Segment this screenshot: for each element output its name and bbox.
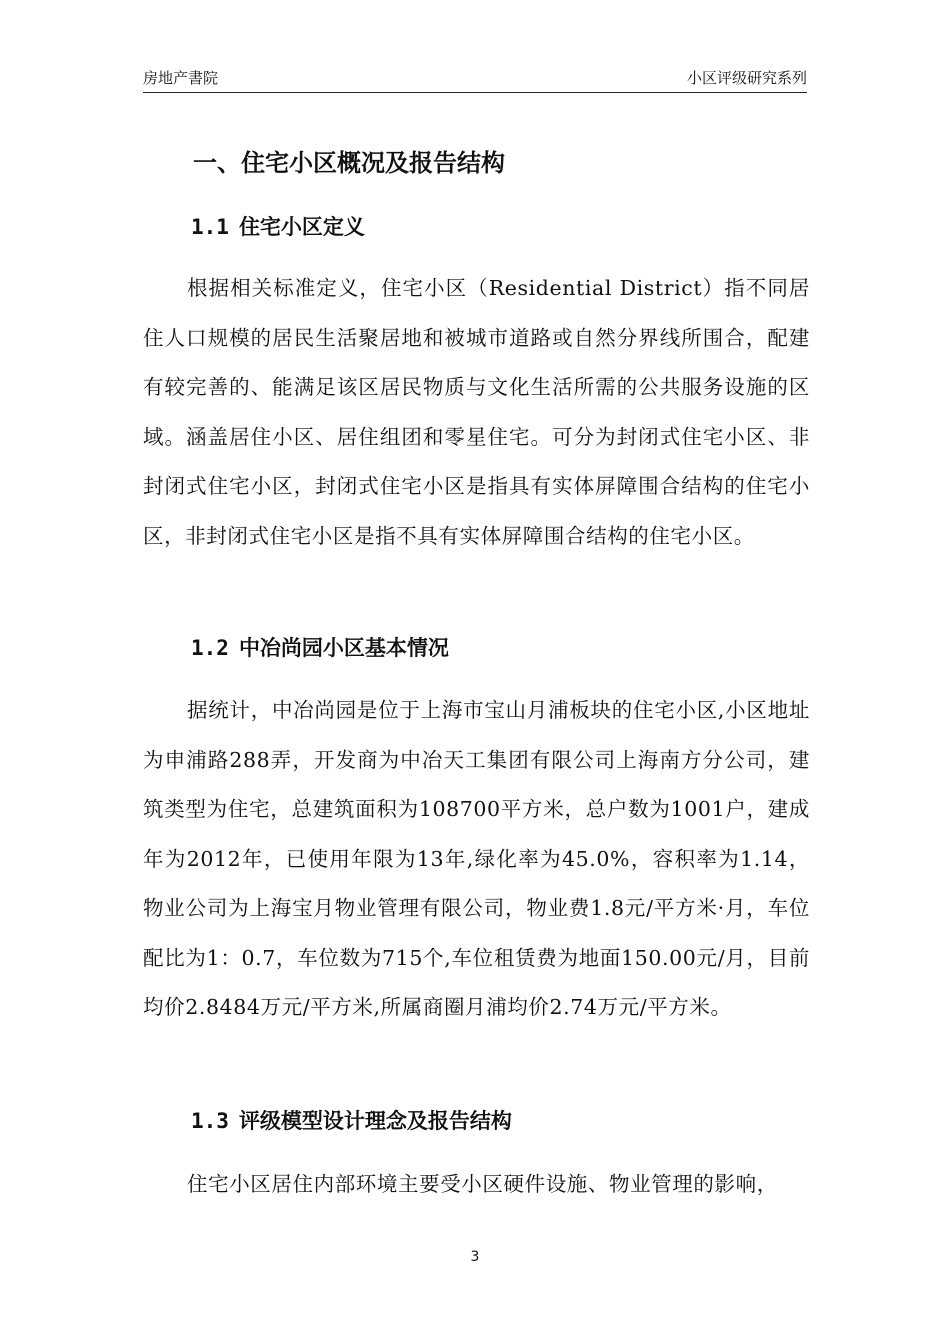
section-number: 1.2 <box>191 636 229 660</box>
section-title: 住宅小区定义 <box>238 215 365 239</box>
section-heading-1-1 <box>191 211 365 243</box>
section-number: 1.3 <box>191 1109 229 1133</box>
section-paragraph-1-2: 据统计，中冶尚园是位于上海市宝山月浦板块的住宅小区,小区地址为申浦路288弄，开发商为中冶天工集团有限公司上海南方分公司，建筑类型为住宅，总建筑面积为108700平方米，总户数为1001户，建成年为2012年，已使用年限为13年,绿化率为45.0%，容积率为1.14，物业公司为上海宝月物业管理有限公司，物业费1.8元/平方米·月，车位配比为1：0.7，车位数为715个,车位租赁费为地面150.00元/月，目前均价2.8484万元/平方米,所属商圈月浦均价2.74万元/平方米。 <box>143 698 810 1019</box>
section-paragraph-1-1: 根据相关标准定义，住宅小区（Residential District）指不同居住人口规模的居民生活聚居地和被城市道路或自然分界线所围合，配建有较完善的、能满足该区居民物质与文化生活所需的公共服务设施的区域。涵盖居住小区、居住组团和零星住宅。可分为封闭式住宅小区、非封闭式住宅小区，封闭式住宅小区是指具有实体屏障围合结构的住宅小区，非封闭式住宅小区是指不具有实体屏障围合结构的住宅小区。 <box>143 276 810 548</box>
section-title: 评级模型设计理念及报告结构 <box>238 1109 512 1133</box>
header-publisher: 房地产書院 <box>143 69 219 87</box>
page-number: 3 <box>470 1249 480 1265</box>
section-title: 中冶尚园小区基本情况 <box>238 636 449 660</box>
page-header <box>143 66 807 93</box>
header-series-title: 小区评级研究系列 <box>686 69 807 87</box>
chapter-title: 一、住宅小区概况及报告结构 <box>193 149 505 177</box>
section-number: 1.1 <box>191 215 229 239</box>
section-heading-1-2 <box>191 632 449 664</box>
section-paragraph-1-3: 住宅小区居住内部环境主要受小区硬件设施、物业管理的影响， <box>187 1172 778 1196</box>
section-heading-1-3 <box>191 1105 512 1137</box>
